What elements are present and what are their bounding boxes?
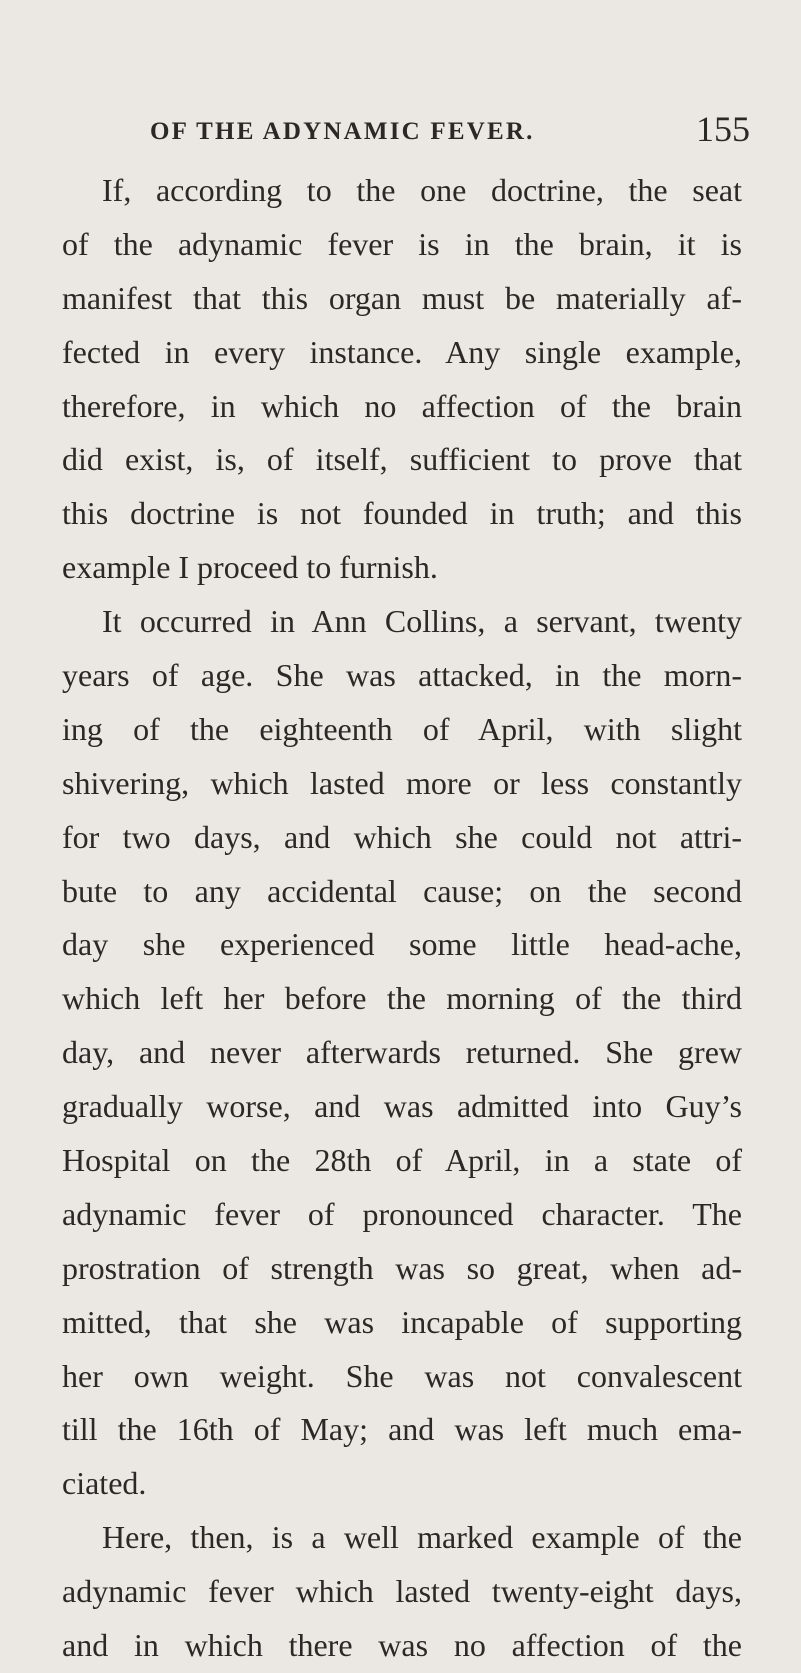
text-line: mitted, that she was incapable of supporting [62, 1303, 742, 1340]
text-line: of the adynamic fever is in the brain, it is [62, 225, 742, 262]
text-line: fected in every instance. Any single example, [62, 333, 742, 370]
text-line: day she experienced some little head-ache, [62, 926, 742, 963]
running-title: OF THE ADYNAMIC FEVER. [150, 118, 535, 145]
text-line: prostration of strength was so great, when ad- [62, 1249, 742, 1286]
text-line: day, and never afterwards returned. She grew [62, 1034, 742, 1071]
text-line: adynamic fever which lasted twenty-eight days, [62, 1573, 742, 1610]
text-line: shivering, which lasted more or less constantly [62, 764, 742, 801]
text-line: did exist, is, of itself, sufficient to prove that [62, 441, 742, 478]
text-line: therefore, in which no affection of the brain [62, 387, 742, 424]
text-line: If, according to the one doctrine, the seat [102, 172, 742, 208]
text-line: Here, then, is a well marked example of the [102, 1519, 742, 1556]
text-line: gradually worse, and was admitted into Guy’s [62, 1088, 742, 1125]
text-line: ing of the eighteenth of April, with slight [62, 710, 742, 747]
text-line: bute to any accidental cause; on the second [62, 872, 742, 909]
text-line: till the 16th of May; and was left much ema- [62, 1411, 742, 1448]
body-text [62, 164, 742, 1673]
text-line: ciated. [62, 1465, 147, 1502]
text-line: example I proceed to furnish. [62, 549, 438, 586]
text-line: for two days, and which she could not attri- [62, 818, 742, 855]
text-line: years of age. She was attacked, in the morn- [62, 657, 742, 694]
text-line: adynamic fever of pronounced character. The [62, 1195, 742, 1232]
text-line: her own weight. She was not convalescent [62, 1357, 742, 1394]
text-line: which left her before the morning of the third [62, 980, 742, 1017]
running-head [150, 109, 750, 158]
text-line: and in which there was no affection of the [62, 1627, 742, 1664]
text-line: Hospital on the 28th of April, in a state of [62, 1142, 742, 1179]
text-line: It occurred in Ann Collins, a servant, twenty [102, 603, 742, 640]
text-line: manifest that this organ must be materially af- [62, 279, 742, 316]
page-number: 155 [696, 109, 750, 149]
text-line: this doctrine is not founded in truth; and this [62, 495, 742, 532]
